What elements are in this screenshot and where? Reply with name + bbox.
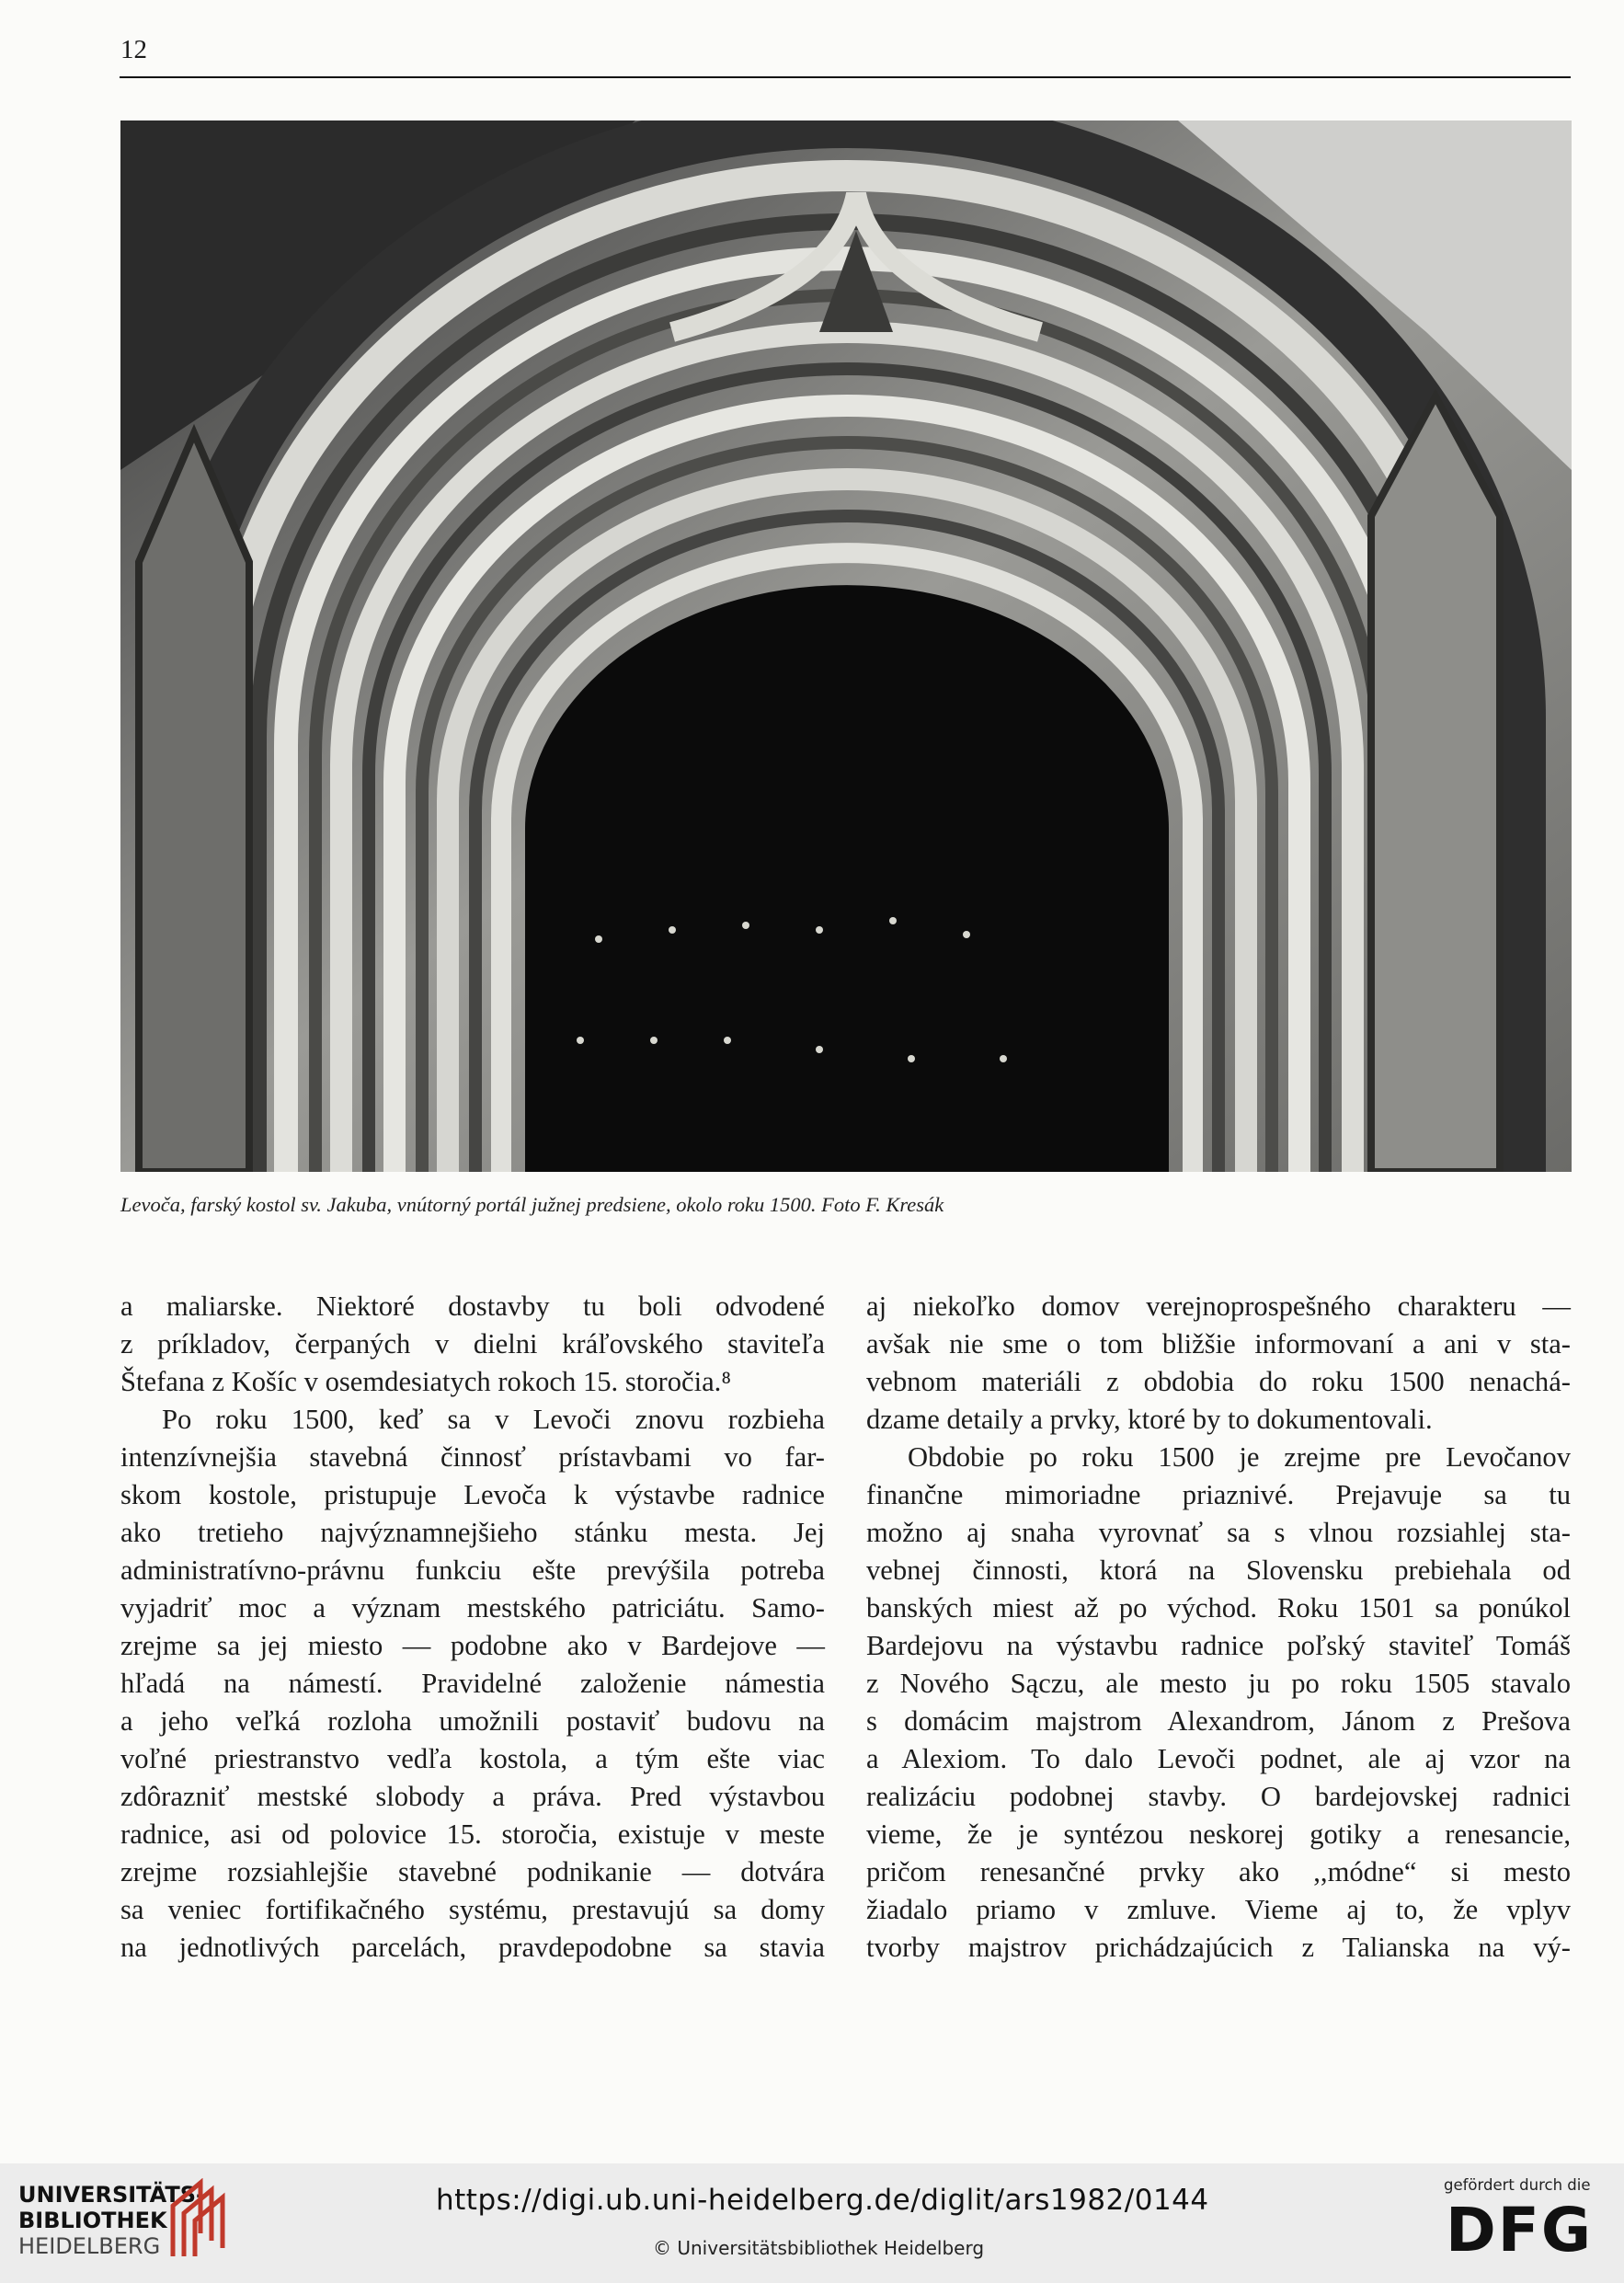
text-line: vebnej činnosti, ktorá na Slovensku prebiehala od — [866, 1555, 1571, 1586]
text-column-right — [866, 1288, 1571, 1967]
text-line: vebnom materiáli z obdobia do roku 1500 nenachá- — [866, 1366, 1571, 1397]
text-line: banských miest až po východ. Roku 1501 sa ponúkol — [866, 1592, 1571, 1623]
text-line: radnice, asi od polovice 15. storočia, existuje v meste — [120, 1818, 825, 1850]
text-line: administratívno-právnu funkciu ešte prevýšila potreba — [120, 1555, 825, 1586]
funded-by-label: gefördert durch die — [1444, 2176, 1591, 2194]
text-line: tvorby majstrov prichádzajúcich z Talianska na vý- — [866, 1932, 1571, 1963]
text-line: z Nového Sączu, ale mesto ju po roku 1505 stavalo — [866, 1668, 1571, 1699]
header-rule — [120, 76, 1571, 78]
text-line: Bardejovu na výstavbu radnice poľský staviteľ Tomáš — [866, 1630, 1571, 1661]
text-line: aj niekoľko domov verejnoprospešného charakteru — — [866, 1291, 1571, 1322]
text-line: finančne mimoriadne priaznivé. Prejavuje sa tu — [866, 1479, 1571, 1510]
text-line: realizáciu podobnej stavby. O bardejovskej radnici — [866, 1781, 1571, 1812]
text-line: a jeho veľká rozloha umožnili postaviť budovu na — [120, 1705, 825, 1737]
text-line: vieme, že je syntézou neskorej gotiky a renesancie, — [866, 1818, 1571, 1850]
text-line: vyjadriť moc a význam mestského patriciátu. Samo- — [120, 1592, 825, 1623]
library-logo-icon[interactable] — [164, 2178, 228, 2261]
text-line: z príkladov, čerpaných v dielni kráľovského staviteľa — [120, 1328, 825, 1359]
text-line: na jednotlivých parcelách, pravdepodobne sa stavia — [120, 1932, 825, 1963]
portal-photo-illustration — [120, 120, 1572, 1172]
text-line: žiadalo priamo v zmluve. Vieme aj to, že vplyv — [866, 1894, 1571, 1925]
dfg-logo[interactable]: DFG — [1446, 2195, 1594, 2266]
text-line: a Alexiom. To dalo Levoči podnet, ale aj vzor na — [866, 1743, 1571, 1774]
text-line: a maliarske. Niektoré dostavby tu boli odvodené — [120, 1291, 825, 1322]
text-line: zrejme rozsiahlejšie stavebné podnikanie — dotvára — [120, 1856, 825, 1887]
library-name-line: HEIDELBERG — [18, 2233, 161, 2259]
text-line: Obdobie po roku 1500 je zrejme pre Levočanov — [908, 1441, 1571, 1473]
text-line: s domácim majstrom Alexandrom, Jánom z Prešova — [866, 1705, 1571, 1737]
text-line: voľné priestranstvo vedľa kostola, a tým ešte viac — [120, 1743, 825, 1774]
text-line: skom kostole, pristupuje Levoča k výstavbe radnice — [120, 1479, 825, 1510]
text-line: ako tretieho najvýznamnejšieho stánku mesta. Jej — [120, 1517, 825, 1548]
text-line: pričom renesančné prvky ako ,,módne“ si mesto — [866, 1856, 1571, 1887]
copyright-notice: © Universitätsbibliothek Heidelberg — [653, 2237, 985, 2259]
text-line: zdôrazniť mestské slobody a práva. Pred výstavbou — [120, 1781, 825, 1812]
text-line: sa veniec fortifikačného systému, prestavujú sa domy — [120, 1894, 825, 1925]
text-line: dzame detaily a prvky, ktoré by to dokumentovali. — [866, 1404, 1433, 1435]
library-name-line: BIBLIOTHEK — [18, 2208, 167, 2233]
text-line: Štefana z Košíc v osemdesiatych rokoch 15. storočia.⁸ — [120, 1366, 731, 1397]
figure-caption: Levoča, farský kostol sv. Jakuba, vnútorný portál južnej predsiene, okolo roku 1500. Foto F. Kresák — [120, 1193, 944, 1216]
library-name-line: UNIVERSITÄTS- — [18, 2182, 206, 2208]
text-line: hľadá na námestí. Pravidelné založenie námestia — [120, 1668, 825, 1699]
text-column-left — [120, 1288, 825, 1967]
text-line: Po roku 1500, keď sa v Levoči znovu rozbieha — [162, 1404, 825, 1435]
portal-photograph — [120, 120, 1572, 1172]
permalink-url[interactable]: https://digi.ub.uni-heidelberg.de/diglit/ars1982/0144 — [436, 2184, 1209, 2217]
page-number: 12 — [120, 35, 147, 64]
text-line: možno aj snaha vyrovnať sa s vlnou rozsiahlej sta- — [866, 1517, 1571, 1548]
text-line: intenzívnejšia stavebná činnosť prístavbami vo far- — [120, 1441, 825, 1473]
viewer-footer — [0, 2163, 1624, 2283]
text-line: zrejme sa jej miesto — podobne ako v Bardejove — — [120, 1630, 825, 1661]
text-line: avšak nie sme o tom bližšie informovaní a ani v sta- — [866, 1328, 1571, 1359]
